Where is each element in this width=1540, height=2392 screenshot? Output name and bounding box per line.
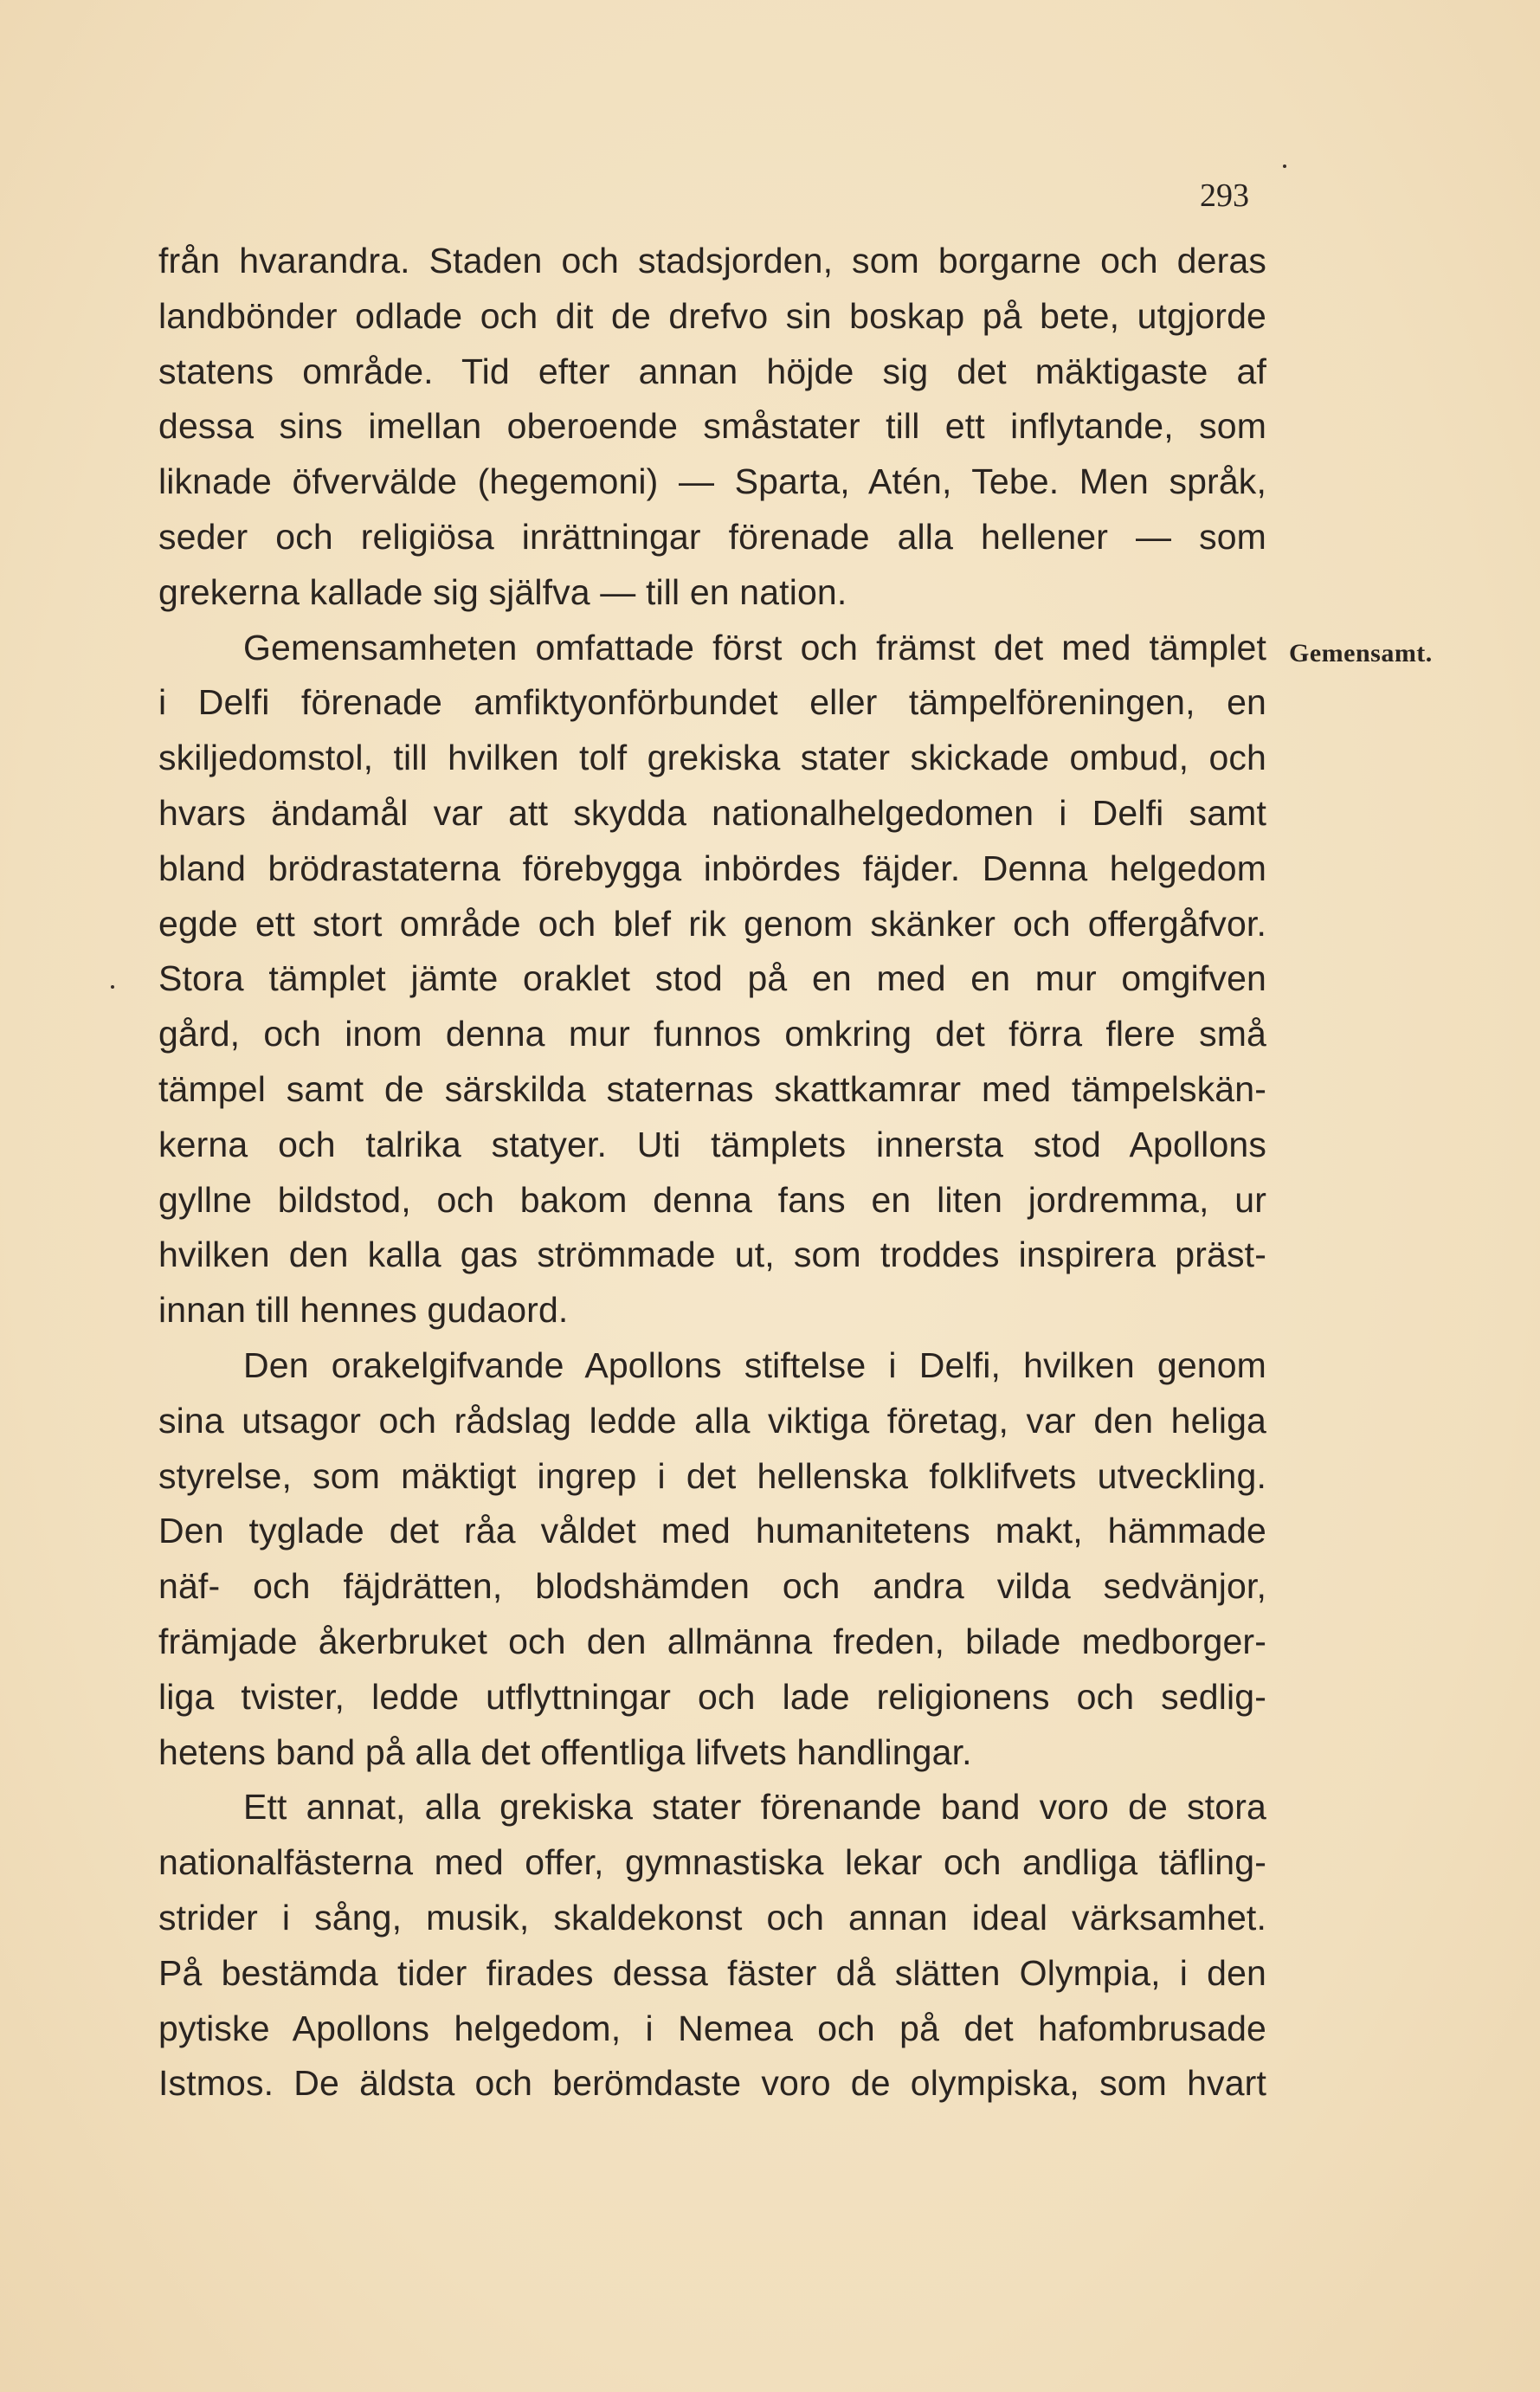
text-line: statens område. Tid efter annan höjde sig det mäktigaste af <box>158 351 1266 391</box>
text-line: innan till hennes gudaord. <box>158 1290 569 1331</box>
text-line: seder och religiösa inrättningar förenade alla hellener — som <box>158 516 1266 557</box>
text-line: kerna och talrika statyer. Uti tämplets innersta stod Apollons <box>158 1124 1266 1164</box>
text-line: dessa sins imellan oberoende småstater till ett inflytande, som <box>158 406 1266 447</box>
text-line: hetens band på alla det offentliga lifvets handlingar. <box>158 1731 972 1772</box>
paragraph-3 <box>158 1338 1266 1780</box>
text-line: gyllne bildstod, och bakom denna fans en liten jordremma, ur <box>158 1179 1266 1220</box>
text-line: näf- och fäjdrätten, blodshämden och andra vilda sedvänjor, <box>158 1566 1266 1607</box>
text-line: pytiske Apollons helgedom, i Nemea och på det hafombrusade <box>158 2008 1266 2048</box>
text-line: bland brödrastaterna förebygga inbördes fäjder. Denna helgedom <box>158 848 1266 888</box>
paragraph-1 <box>158 234 1266 621</box>
margin-note: Gemensamt. <box>1289 639 1433 667</box>
text-line: tämpel samt de särskilda staternas skattkamrar med tämpelskän- <box>158 1068 1266 1109</box>
text-line: grekerna kallade sig själfva — till en nation. <box>158 571 847 612</box>
text-line: främjade åkerbruket och den allmänna freden, bilade medborger- <box>158 1621 1266 1661</box>
text-line: egde ett stort område och blef rik genom skänker och offergåfvor. <box>158 903 1266 944</box>
text-line: På bestämda tider firades dessa fäster då slätten Olympia, i den <box>158 1952 1266 1993</box>
text-line: strider i sång, musik, skaldekonst och annan ideal värksamhet. <box>158 1897 1266 1937</box>
text-line: Den tyglade det råa våldet med humanitetens makt, hämmade <box>158 1511 1266 1551</box>
ink-speck <box>111 985 114 989</box>
text-line: hvars ändamål var att skydda nationalhelgedomen i Delfi samt <box>158 792 1266 833</box>
text-line: Den orakelgifvande Apollons stiftelse i Delfi, hvilken genom <box>243 1344 1266 1385</box>
text-line: skiljedomstol, till hvilken tolf grekiska stater skickade ombud, och <box>158 738 1266 778</box>
text-line: hvilken den kalla gas strömmade ut, som troddes inspirera präst- <box>158 1235 1266 1275</box>
text-line: sina utsagor och rådslag ledde alla viktiga företag, var den heliga <box>158 1400 1266 1441</box>
text-line: gård, och inom denna mur funnos omkring det förra flere små <box>158 1014 1266 1054</box>
paragraph-4 <box>158 1780 1266 2112</box>
text-line: nationalfästerna med offer, gymnastiska lekar och andliga täfling- <box>158 1842 1266 1883</box>
text-line: landbönder odlade och dit de drefvo sin boskap på bete, utgjorde <box>158 295 1266 336</box>
page-number: 293 <box>1200 177 1249 214</box>
body-text <box>158 234 1266 2112</box>
text-line: liknade öfvervälde (hegemoni) — Sparta, Atén, Tebe. Men språk, <box>158 461 1266 502</box>
text-line: Istmos. De äldsta och berömdaste voro de olympiska, som hvart <box>158 2063 1266 2104</box>
text-line: från hvarandra. Staden och stadsjorden, som borgarne och deras <box>158 241 1266 280</box>
text-line: Ett annat, alla grekiska stater förenande band voro de stora <box>243 1787 1266 1828</box>
paragraph-2 <box>158 621 1266 1338</box>
text-line: Gemensamheten omfattade först och främst det med tämplet <box>243 627 1266 667</box>
text-line: liga tvister, ledde utflyttningar och lade religionens och sedlig- <box>158 1676 1266 1717</box>
text-line: Stora tämplet jämte oraklet stod på en med en mur omgifven <box>158 958 1266 999</box>
ink-speck <box>1283 164 1286 168</box>
text-line: i Delfi förenade amfiktyonförbundet eller tämpelföreningen, en <box>158 682 1266 723</box>
text-line: styrelse, som mäktigt ingrep i det hellenska folklifvets utveckling. <box>158 1455 1266 1496</box>
